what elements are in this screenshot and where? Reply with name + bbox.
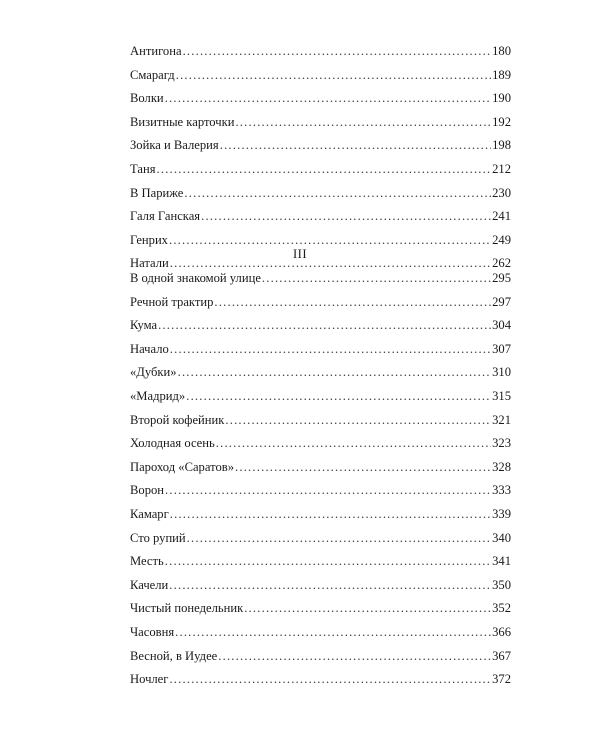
toc-entry-page-number: 297 — [492, 294, 511, 309]
toc-entry — [130, 111, 511, 135]
dot-leader — [214, 291, 491, 315]
toc-entry — [130, 432, 511, 456]
dot-leader — [175, 621, 491, 645]
toc-entry-title: Сто рупий — [130, 530, 186, 545]
toc-entry-title: Натали — [130, 256, 169, 271]
toc-entry — [130, 134, 511, 158]
dot-leader — [170, 503, 491, 527]
dot-leader — [225, 409, 491, 433]
toc-entry — [130, 621, 511, 645]
toc-entry — [130, 385, 511, 409]
toc-entry — [130, 597, 511, 621]
toc-entry — [130, 361, 511, 385]
toc-entry-title: Таня — [130, 161, 156, 176]
dot-leader — [165, 550, 491, 574]
toc-entry-title: Второй кофейник — [130, 412, 225, 427]
toc-entry-title: Часовня — [130, 624, 175, 639]
toc-entry-page-number: 189 — [492, 67, 511, 82]
toc-entry-title: Генрих — [130, 232, 168, 247]
toc-entry-page-number: 321 — [492, 412, 511, 427]
dot-leader — [187, 527, 491, 551]
toc-entry-page-number: 262 — [492, 256, 511, 271]
toc-entry — [130, 182, 511, 206]
toc-entry-page-number: 350 — [492, 577, 511, 592]
toc-entry-title: Качели — [130, 577, 169, 592]
toc-entry-title: Камарг — [130, 506, 169, 521]
toc-entry — [130, 267, 511, 291]
toc-entry-page-number: 372 — [492, 672, 511, 687]
toc-entry-title: Антигона — [130, 44, 182, 58]
toc-entry-page-number: 190 — [492, 91, 511, 106]
table-of-contents-part-b — [130, 267, 511, 692]
dot-leader — [235, 111, 491, 135]
toc-entry-page-number: 323 — [492, 436, 511, 451]
toc-entry-page-number: 341 — [492, 554, 511, 569]
table-of-contents-part-a — [130, 40, 511, 276]
dot-leader — [157, 158, 492, 182]
toc-entry-page-number: 328 — [492, 459, 511, 474]
toc-entry — [130, 479, 511, 503]
toc-entry-title: Начало — [130, 341, 169, 356]
toc-entry-title: Месть — [130, 554, 164, 569]
toc-entry-page-number: 249 — [492, 232, 511, 247]
toc-entry — [130, 668, 511, 692]
toc-entry — [130, 338, 511, 362]
dot-leader — [169, 668, 491, 692]
toc-entry-page-number: 198 — [492, 138, 511, 153]
dot-leader — [158, 314, 491, 338]
toc-entry-title: «Дубки» — [130, 365, 177, 380]
toc-entry — [130, 574, 511, 598]
toc-entry-page-number: 304 — [492, 318, 511, 333]
dot-leader — [186, 385, 491, 409]
dot-leader — [165, 87, 491, 111]
dot-leader — [165, 479, 491, 503]
toc-entry-title: Чистый понедельник — [130, 601, 244, 616]
toc-entry — [130, 456, 511, 480]
toc-entry — [130, 314, 511, 338]
toc-entry-page-number: 340 — [492, 530, 511, 545]
toc-entry-page-number: 333 — [492, 483, 511, 498]
dot-leader — [262, 267, 491, 291]
toc-entry-page-number: 307 — [492, 341, 511, 356]
toc-entry-page-number: 295 — [492, 271, 511, 285]
toc-entry-page-number: 366 — [492, 624, 511, 639]
toc-entry-title: Волки — [130, 91, 164, 106]
toc-entry — [130, 64, 511, 88]
toc-entry-title: Кума — [130, 318, 158, 333]
dot-leader — [176, 64, 491, 88]
toc-entry-title: «Мадрид» — [130, 388, 186, 403]
toc-entry — [130, 409, 511, 433]
toc-entry — [130, 205, 511, 229]
toc-entry-page-number: 339 — [492, 506, 511, 521]
toc-entry-page-number: 310 — [492, 365, 511, 380]
toc-entry-page-number: 230 — [492, 185, 511, 200]
dot-leader — [183, 40, 492, 64]
toc-entry-title: Пароход «Саратов» — [130, 459, 234, 474]
toc-entry — [130, 40, 511, 64]
dot-leader — [178, 361, 492, 385]
dot-leader — [218, 645, 491, 669]
toc-entry — [130, 527, 511, 551]
toc-entry-page-number: 212 — [492, 161, 511, 176]
toc-entry-page-number: 241 — [492, 209, 511, 224]
toc-entry-title: Галя Ганская — [130, 209, 201, 224]
dot-leader — [169, 574, 491, 598]
toc-entry-title: Ворон — [130, 483, 165, 498]
toc-entry-page-number: 352 — [492, 601, 511, 616]
toc-entry-page-number: 192 — [492, 114, 511, 129]
dot-leader — [235, 456, 491, 480]
toc-entry-page-number: 315 — [492, 388, 511, 403]
toc-entry-title: Смарагд — [130, 67, 175, 82]
dot-leader — [184, 182, 491, 206]
toc-entry-title: Визитные карточки — [130, 114, 235, 129]
toc-entry — [130, 503, 511, 527]
toc-entry-page-number: 367 — [492, 648, 511, 663]
toc-entry-title: Зойка и Валерия — [130, 138, 219, 153]
dot-leader — [170, 338, 491, 362]
toc-entry-title: В Париже — [130, 185, 184, 200]
toc-entry-title: Весной, в Иудее — [130, 648, 218, 663]
toc-entry — [130, 87, 511, 111]
toc-entry-title: В одной знакомой улице — [130, 271, 261, 285]
toc-entry-title: Холодная осень — [130, 436, 215, 451]
dot-leader — [220, 134, 491, 158]
dot-leader — [244, 597, 491, 621]
toc-entry-page-number: 180 — [492, 44, 511, 58]
toc-entry-title: Речной трактир — [130, 294, 214, 309]
toc-entry — [130, 291, 511, 315]
dot-leader — [216, 432, 491, 456]
toc-entry — [130, 645, 511, 669]
toc-entry — [130, 550, 511, 574]
toc-entry-title: Ночлег — [130, 672, 169, 687]
toc-entry — [130, 158, 511, 182]
dot-leader — [201, 205, 491, 229]
section-heading: III — [292, 247, 308, 261]
